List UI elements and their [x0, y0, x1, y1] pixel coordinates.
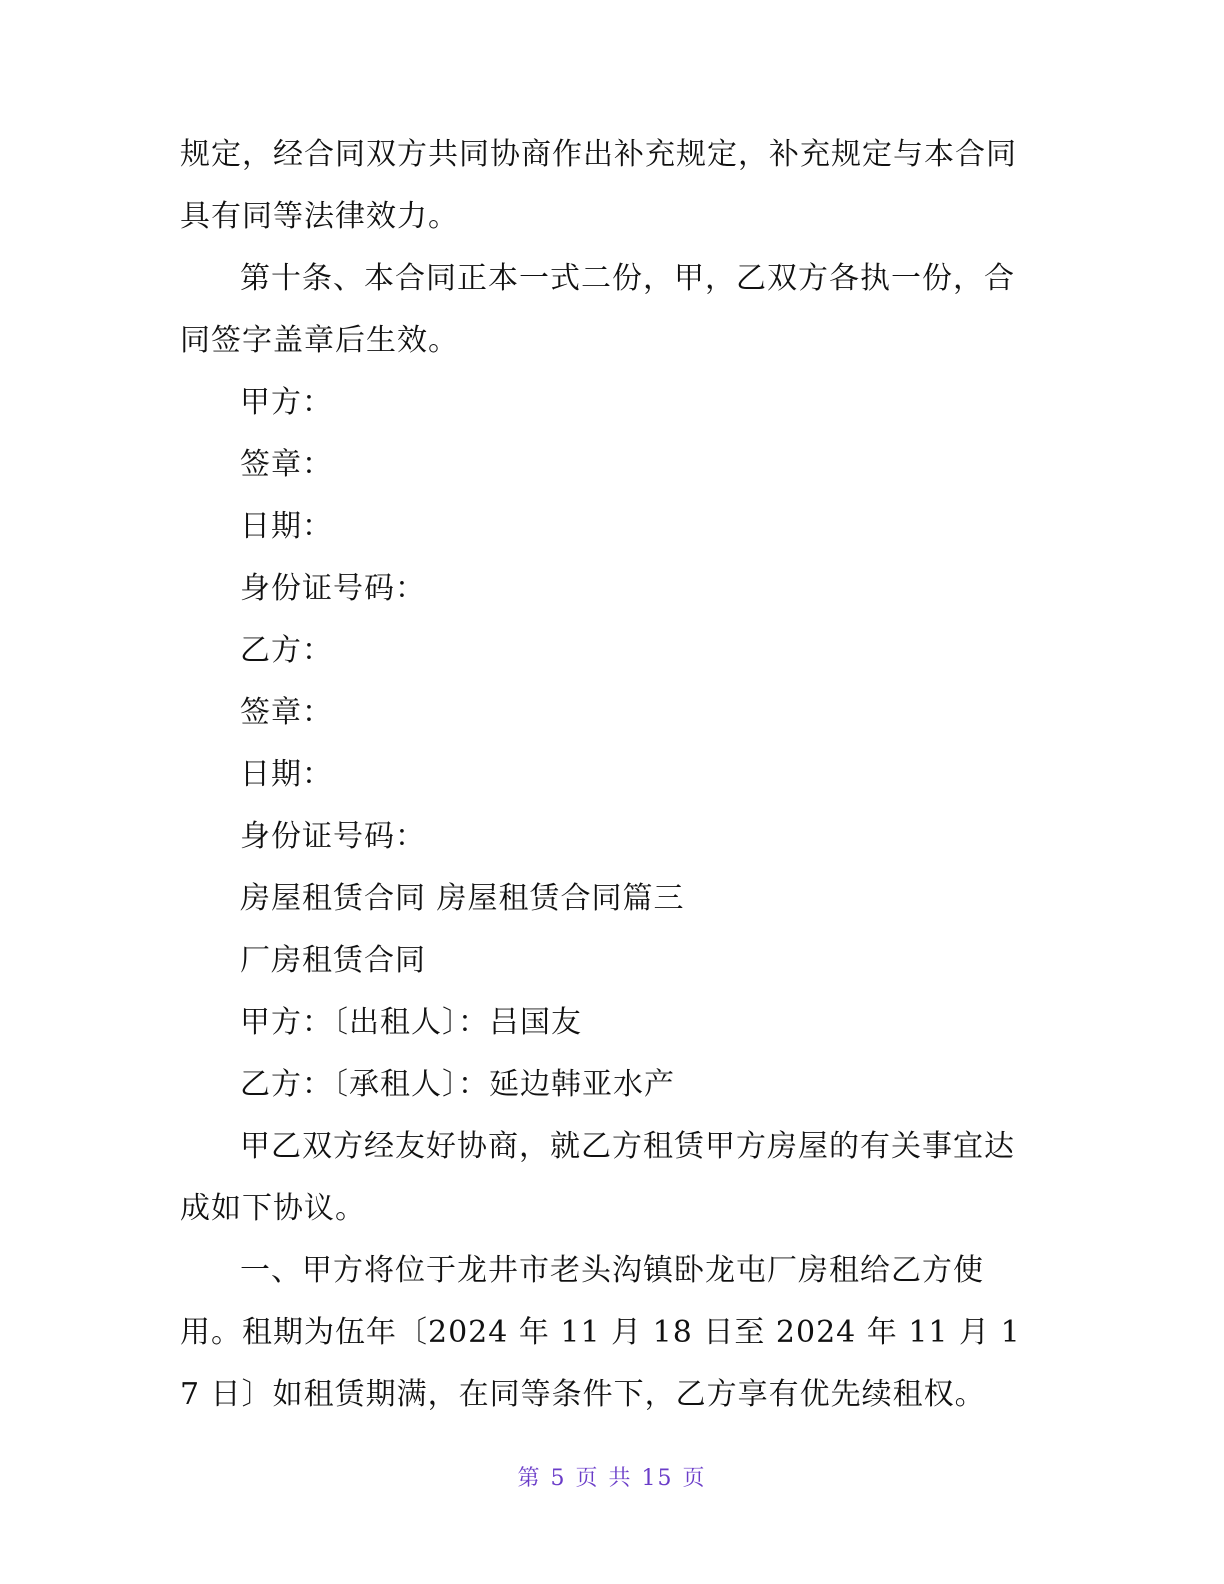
party-a-label: 甲方：: [240, 385, 333, 420]
party-b-date-label: 日期：: [240, 757, 333, 792]
paragraph: 一、甲方将位于龙井市老头沟镇卧龙屯厂房租给乙方使用。租期为伍年〔2024 年 11 月 18 日至 2024 年 11 月 17 日〕如租赁期满，在同等条件下，乙方享有优先续租权。: [180, 1253, 1021, 1412]
lessee-line: 乙方：〔承租人〕：延边韩亚水产: [240, 1067, 675, 1102]
paragraph: 甲乙双方经友好协商，就乙方租赁甲方房屋的有关事宜达成如下协议。: [180, 1129, 1015, 1226]
party-b-id-label: 身份证号码：: [240, 819, 426, 854]
party-a-date-label: 日期：: [240, 509, 333, 544]
paragraph: 规定，经合同双方共同协商作出补充规定，补充规定与本合同具有同等法律效力。: [180, 137, 1017, 234]
party-b-label: 乙方：: [240, 633, 333, 668]
paragraph: 第十条、本合同正本一式二份，甲，乙双方各执一份，合同签字盖章后生效。: [180, 261, 1015, 358]
lessor-line: 甲方：〔出租人〕：吕国友: [240, 1005, 582, 1040]
section-heading: 房屋租赁合同 房屋租赁合同篇三: [240, 881, 685, 916]
contract-title: 厂房租赁合同: [240, 943, 426, 978]
party-a-seal-label: 签章：: [240, 447, 333, 482]
party-a-id-label: 身份证号码：: [240, 571, 426, 606]
party-b-seal-label: 签章：: [240, 695, 333, 730]
document-body: [180, 124, 1040, 1426]
page-number-footer: 第 5 页 共 15 页: [517, 1466, 707, 1491]
